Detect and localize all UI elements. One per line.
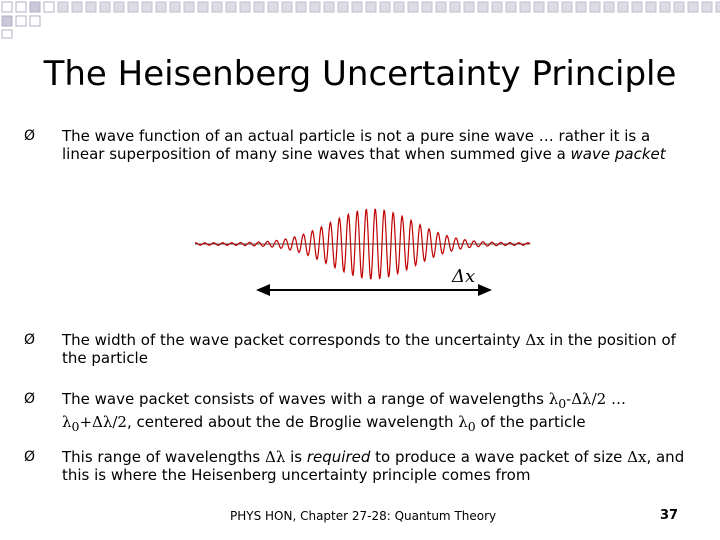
- decor-square: [338, 2, 348, 12]
- bullet-text-run: required: [306, 448, 371, 466]
- page-number: 37: [660, 508, 679, 523]
- width-arrow-left-head: [256, 284, 270, 296]
- decor-square: [590, 2, 600, 12]
- bullet-text-run: λ: [62, 413, 72, 431]
- decor-square: [492, 2, 502, 12]
- bullet-packet-width: [24, 331, 694, 367]
- bullet-text-run: 0: [467, 419, 476, 434]
- bullet-text-run: -Δλ/2: [566, 390, 607, 408]
- decor-square: [100, 2, 110, 12]
- decor-square: [646, 2, 656, 12]
- bullet-text-run: wave packet: [570, 145, 666, 163]
- bullet-text-run: Δλ: [265, 448, 286, 466]
- bullet-text: [62, 127, 694, 163]
- decor-square: [380, 2, 390, 12]
- decor-square: [268, 2, 278, 12]
- decor-square: [128, 2, 138, 12]
- slide-title: The Heisenberg Uncertainty Principle: [43, 54, 677, 94]
- bullet-marker: Ø: [24, 449, 36, 465]
- decor-square: [506, 2, 516, 12]
- bullet-text-run: The width of the wave packet corresponds to the uncertainty: [62, 331, 526, 349]
- bullet-text-run: 0: [558, 396, 567, 411]
- decor-square: [310, 2, 320, 12]
- decor-square: [520, 2, 530, 12]
- decor-square: [660, 2, 670, 12]
- bullet-marker: Ø: [24, 332, 36, 348]
- bullet-text-run: +Δλ/2: [79, 413, 127, 431]
- bullet-text: [62, 448, 694, 484]
- decor-square: [534, 2, 544, 12]
- bullet-text-run: The wave function of an actual particle is not a pure sine wave … rather it is a linear superposition of many sine waves that when summed give a: [62, 127, 651, 163]
- bullet-uncertainty-origin: [24, 448, 694, 484]
- bullet-text: [62, 390, 694, 436]
- bullet-wavelength-range: [24, 390, 694, 436]
- decor-square: [296, 2, 306, 12]
- decor-square: [240, 2, 250, 12]
- decor-square: [156, 2, 166, 12]
- decor-square: [142, 2, 152, 12]
- bullet-text-run: in the position of the particle: [62, 331, 676, 367]
- decor-square: [72, 2, 82, 12]
- corner-decoration: [0, 0, 720, 40]
- bullet-text-run: This range of wavelengths: [62, 448, 265, 466]
- bullet-text-run: , centered about the de Broglie wavelength: [126, 413, 459, 431]
- decor-square: [632, 2, 642, 12]
- decor-square: [548, 2, 558, 12]
- decor-square: [324, 2, 334, 12]
- decor-square: [226, 2, 236, 12]
- decor-square: [86, 2, 96, 12]
- decor-square: [562, 2, 572, 12]
- decor-square: [394, 2, 404, 12]
- bullet-text-run: λ: [548, 390, 559, 408]
- bullet-marker: Ø: [24, 391, 36, 407]
- decor-square: [674, 2, 684, 12]
- bullet-text-run: , and this is where the Heisenberg uncertainty principle comes from: [62, 448, 685, 484]
- bullet-text-run: 0: [71, 419, 80, 434]
- bullet-text-run: …: [606, 390, 626, 408]
- decor-square: [254, 2, 264, 12]
- bullet-text-run: λ: [458, 413, 468, 431]
- decor-square: [170, 2, 180, 12]
- decor-square: [450, 2, 460, 12]
- footer-course-info: PHYS HON, Chapter 27-28: Quantum Theory: [230, 509, 497, 523]
- decor-square: [352, 2, 362, 12]
- decor-square: [282, 2, 292, 12]
- decor-square: [366, 2, 376, 12]
- decor-square: [688, 2, 698, 12]
- decor-square: [478, 2, 488, 12]
- bullet-text-run: is: [285, 448, 307, 466]
- wave-packet-figure: [190, 196, 535, 301]
- decor-square: [408, 2, 418, 12]
- decor-square: [576, 2, 586, 12]
- bullet-marker: Ø: [24, 128, 36, 144]
- bullet-text-run: of the particle: [475, 413, 586, 431]
- decor-square: [58, 2, 68, 12]
- decor-square: [618, 2, 628, 12]
- decor-square: [422, 2, 432, 12]
- decor-square: [212, 2, 222, 12]
- bullet-text: [62, 331, 694, 367]
- bullet-text-run: to produce a wave packet of size: [370, 448, 628, 466]
- decor-square: [604, 2, 614, 12]
- bullet-text-run: The wave packet consists of waves with a range of wavelengths: [62, 390, 549, 408]
- decor-square: [464, 2, 474, 12]
- decor-square: [716, 2, 720, 12]
- decor-square: [198, 2, 208, 12]
- decor-square: [702, 2, 712, 12]
- bullet-text-run: Δx: [525, 331, 545, 349]
- bullet-wave-function: [24, 127, 694, 163]
- decor-square: [184, 2, 194, 12]
- decor-square: [436, 2, 446, 12]
- bullet-text-run: Δx: [627, 448, 647, 466]
- delta-x-label: Δx: [452, 266, 476, 287]
- decor-square: [114, 2, 124, 12]
- width-arrow-right-head: [478, 284, 492, 296]
